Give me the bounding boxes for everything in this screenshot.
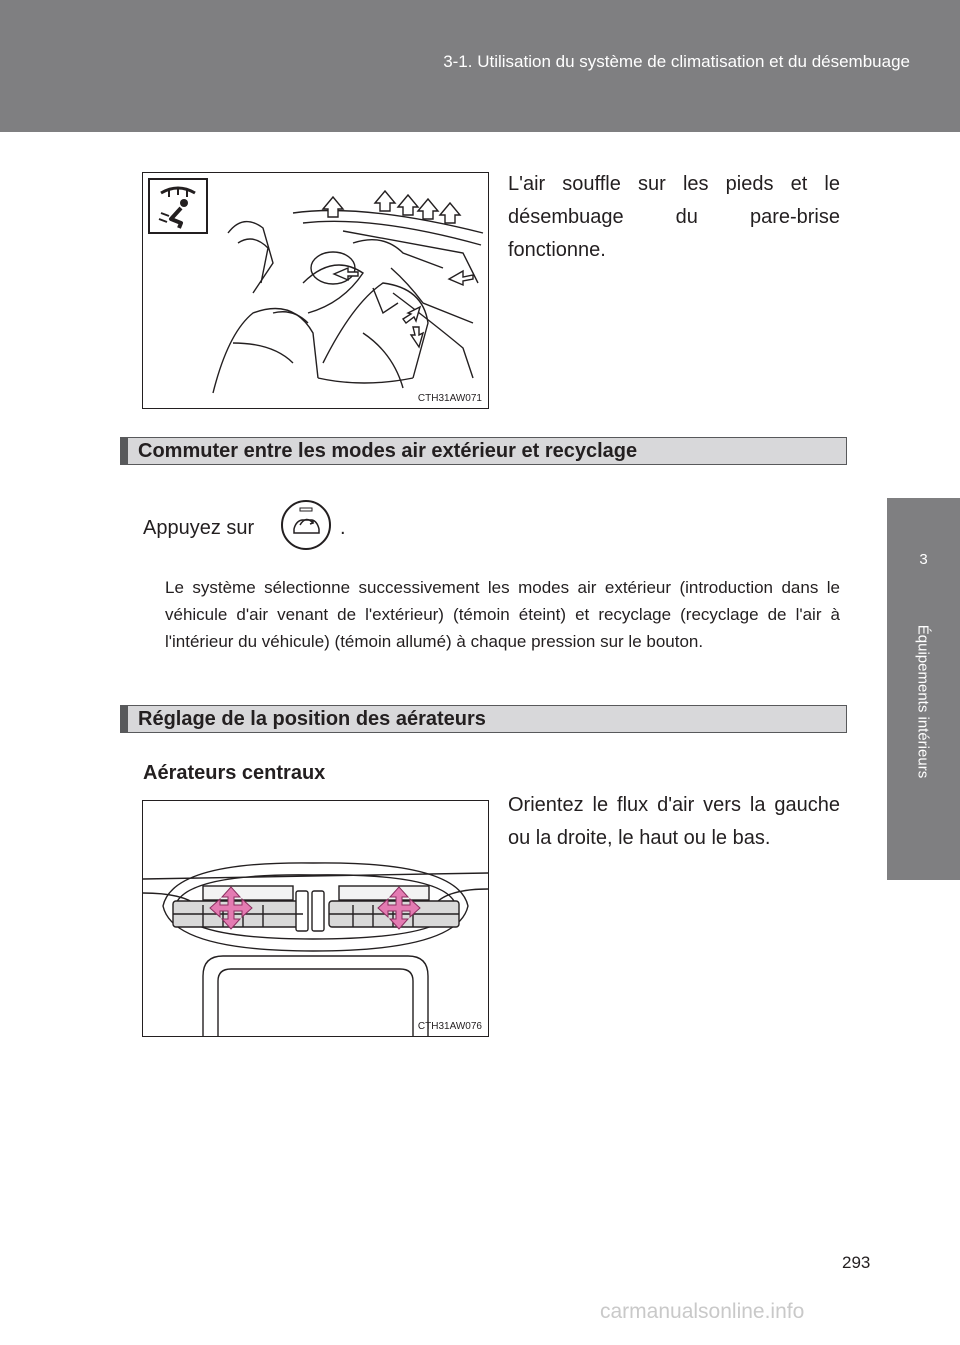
vent-description: Orientez le flux d'air vers la gauche ou la droite, le haut ou le bas. bbox=[508, 794, 840, 849]
foot-windshield-defrost-icon bbox=[149, 179, 207, 233]
defrost-description: L'air souffle sur les pieds et le désembuage du pare-brise fonctionne. bbox=[508, 173, 840, 261]
figure-code: CTH31AW076 bbox=[417, 1021, 482, 1032]
watermark: carmanualsonline.info bbox=[600, 1300, 805, 1323]
recirculation-explanation: Le système sélectionne successivement les modes air extérieur (introduction dans le véhicule d'air venant de l'extérieur) (témoin éteint) et recyclage (recyclage de l'air à l'intérieur du véhicule) (témoin allumé) à chaque pression sur le bouton. bbox=[165, 578, 840, 651]
cabin-lines bbox=[213, 211, 483, 394]
figure-code: CTH31AW071 bbox=[417, 393, 482, 404]
recirculation-button-icon bbox=[280, 499, 332, 551]
press-instruction-end: . bbox=[340, 517, 346, 539]
subheading-center-vents: Aérateurs centraux bbox=[143, 762, 326, 784]
figure-defrost-airflow bbox=[142, 172, 489, 409]
vents-illustration bbox=[143, 801, 488, 1036]
figure-center-vents bbox=[142, 800, 489, 1037]
chapter-number: 3 bbox=[919, 551, 928, 568]
page-number: 293 bbox=[842, 1253, 871, 1272]
cabin-illustration bbox=[143, 173, 488, 408]
section-heading-recirculation: Commuter entre les modes air extérieur et recyclage bbox=[120, 437, 847, 465]
chapter-title: 3-1. Utilisation du système de climatisation et du désembuage bbox=[443, 52, 910, 71]
press-instruction: Appuyez sur bbox=[143, 517, 255, 539]
section-heading-vent-position: Réglage de la position des aérateurs bbox=[120, 705, 847, 733]
chapter-side-label: Équipements intérieurs bbox=[914, 624, 932, 779]
